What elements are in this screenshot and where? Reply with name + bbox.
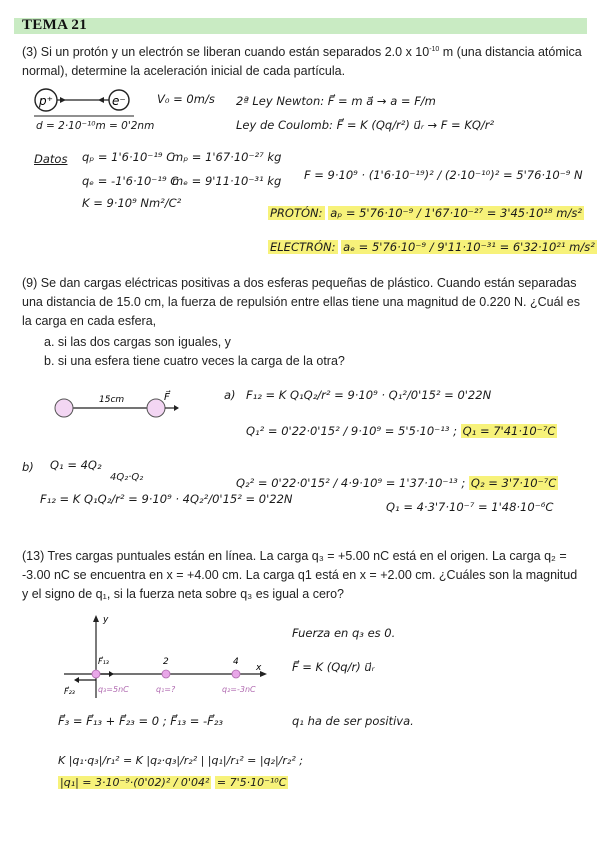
- final-result: = 7'5·10⁻¹⁰C: [216, 776, 287, 789]
- proton-label: p⁺: [39, 94, 53, 108]
- datos-mp: mₚ = 1'67·10⁻²⁷ kg: [172, 150, 282, 164]
- coulomb-vector-formula: F⃗ = K (Qq/r) u⃗ᵣ: [292, 660, 375, 674]
- y-axis-head: [93, 615, 99, 622]
- axis-x-label: x: [256, 663, 262, 673]
- part-b-line3: Q₁ = 4·3'7·10⁻⁷ = 1'48·10⁻⁶C: [386, 500, 554, 514]
- tick-4-label: 4: [233, 657, 239, 667]
- proton-electron-diagram: [30, 86, 140, 122]
- newton-law: 2ª Ley Newton: F⃗ = m a⃗ → a = F/m: [236, 94, 436, 108]
- q3-label: q₃=5nC: [98, 685, 129, 694]
- force-calculation: F = 9·10⁹ · (1'6·10⁻¹⁹)² / (2·10⁻¹⁰)² = 5'76·10⁻⁹ N: [304, 168, 583, 182]
- axis-y-label: y: [103, 615, 109, 625]
- electron-result-label: ELECTRÓN:: [270, 240, 336, 254]
- charges-axis-diagram: [56, 612, 276, 702]
- q2-label: q₂=-3nC: [222, 685, 256, 694]
- part-b-line1: F₁₂ = K Q₁Q₂/r² = 9·10⁹ · 4Q₂²/0'15² = 0'22N: [40, 492, 293, 506]
- part-b-label: b): [22, 460, 34, 474]
- part-b-line2-row: [236, 476, 558, 490]
- topic-bar: [14, 18, 587, 34]
- f23-vector-head: [74, 677, 79, 683]
- proton-result: aₚ = 5'76·10⁻⁹ / 1'67·10⁻²⁷ = 3'45·10¹⁸ m/s²: [330, 206, 582, 220]
- sphere-left: [55, 399, 73, 417]
- tick-2-label: 2: [163, 657, 169, 667]
- charge-q1: [162, 670, 170, 678]
- final-equality: K |q₁·q₃|/r₁² = K |q₂·q₃|/r₂² | |q₁|/r₁² = |q₂|/r₂² ;: [58, 754, 303, 767]
- electron-result-row: [268, 240, 597, 254]
- proton-result-label: PROTÓN:: [270, 206, 323, 220]
- problem1-statement-part-a: (3) Si un protón y un electrón se liberan cuando están separados 2.0 x 10: [22, 45, 430, 60]
- problem2-item-a: a. si las dos cargas son iguales, y: [44, 335, 231, 349]
- part-b-product: 4Q₂·Q₂: [110, 472, 144, 483]
- datos-me: mₑ = 9'11·10⁻³¹ kg: [172, 174, 282, 188]
- datos-label: Datos: [34, 152, 68, 166]
- datos-k: K = 9·10⁹ Nm²/C²: [82, 196, 182, 210]
- charge-q2: [232, 670, 240, 678]
- electron-result: aₑ = 5'76·10⁻⁹ / 9'11·10⁻³¹ = 6'32·10²¹ m/s²: [343, 240, 595, 254]
- datos-qe: qₑ = -1'6·10⁻¹⁹ C: [82, 174, 179, 188]
- charge-q3: [92, 670, 100, 678]
- initial-velocity: V₀ = 0m/s: [157, 92, 215, 106]
- f13-label: F⃗₁₃: [98, 657, 110, 666]
- problem1-statement-part-b: m (una distancia atómica normal), determine la aceleración inicial de cada partícula.: [22, 45, 582, 79]
- problem3-statement: (13) Tres cargas puntuales están en línea. La carga q₃ = +5.00 nC está en el origen. La carga q₂ = -3.00 nC se encuentra en x = +4.00 cm. La carga q1 está en x = +2.00 cm. ¿Cuáles son la magnitud y el signo de q₁, si la fuerza neta sobre q₃ es igual a cero?: [22, 549, 578, 601]
- part-a-line2-row: [246, 424, 557, 438]
- sign-note: q₁ ha de ser positiva.: [292, 714, 414, 728]
- right-arrow-head: [98, 97, 104, 103]
- datos-qp: qₚ = 1'6·10⁻¹⁹ C: [82, 150, 175, 164]
- part-a-result: Q₁ = 7'41·10⁻⁷C: [462, 424, 556, 438]
- distance-value: d = 2·10⁻¹⁰m = 0'2nm: [36, 120, 155, 132]
- part-a-line1: F₁₂ = K Q₁Q₂/r² = 9·10⁹ · Q₁²/0'15² = 0'22N: [246, 388, 492, 402]
- problem1-statement: [22, 40, 582, 81]
- part-a-label: a): [224, 388, 236, 402]
- q1-label: q₁=?: [156, 685, 176, 694]
- part-a-line2: Q₁² = 0'22·0'15² / 9·10⁹ = 5'5·10⁻¹³ ;: [246, 424, 457, 438]
- part-b-result: Q₂ = 3'7·10⁻⁷C: [470, 476, 557, 490]
- proton-result-row: [268, 206, 584, 220]
- left-arrow-head: [60, 97, 66, 103]
- part-b-line2: Q₂² = 0'22·0'15² / 4·9·10⁹ = 1'37·10⁻¹³ ;: [236, 476, 466, 490]
- part-b-relation: Q₁ = 4Q₂: [50, 458, 102, 472]
- problem1-exponent: -10: [429, 46, 440, 53]
- final-calculation-row: [58, 776, 288, 789]
- net-force-equation: F⃗₃ = F⃗₁₃ + F⃗₂₃ = 0 ; F⃗₁₃ = -F⃗₂₃: [58, 714, 224, 728]
- final-calculation: |q₁| = 3·10⁻⁹·(0'02)² / 0'04²: [60, 776, 210, 789]
- force-zero-note: Fuerza en q₃ es 0.: [292, 626, 396, 640]
- f23-label: F⃗₂₃: [64, 687, 76, 696]
- diagram-distance-label: 15cm: [99, 395, 125, 405]
- diagram-force-label: F⃗: [164, 392, 170, 403]
- electron-label: e⁻: [112, 94, 126, 108]
- problem2-statement: (9) Se dan cargas eléctricas positivas a dos esferas pequeñas de plástico. Cuando están separadas una distancia de 15.0 cm, la fuerza de repulsión entre ellas tiene una magnitud de 0.220 N. ¿Cuál es la carga en cada esfera,: [22, 276, 580, 328]
- spheres-diagram: [52, 388, 182, 422]
- problem2-item-b: b. si una esfera tiene cuatro veces la carga de la otra?: [44, 354, 345, 368]
- force-vector-head: [174, 405, 179, 411]
- coulomb-law: Ley de Coulomb: F⃗ = K (Qq/r²) u⃗ᵣ → F = KQ/r²: [236, 118, 495, 132]
- sphere-right: [147, 399, 165, 417]
- topic-title: TEMA 21: [22, 17, 88, 33]
- f13-vector-head: [109, 671, 114, 677]
